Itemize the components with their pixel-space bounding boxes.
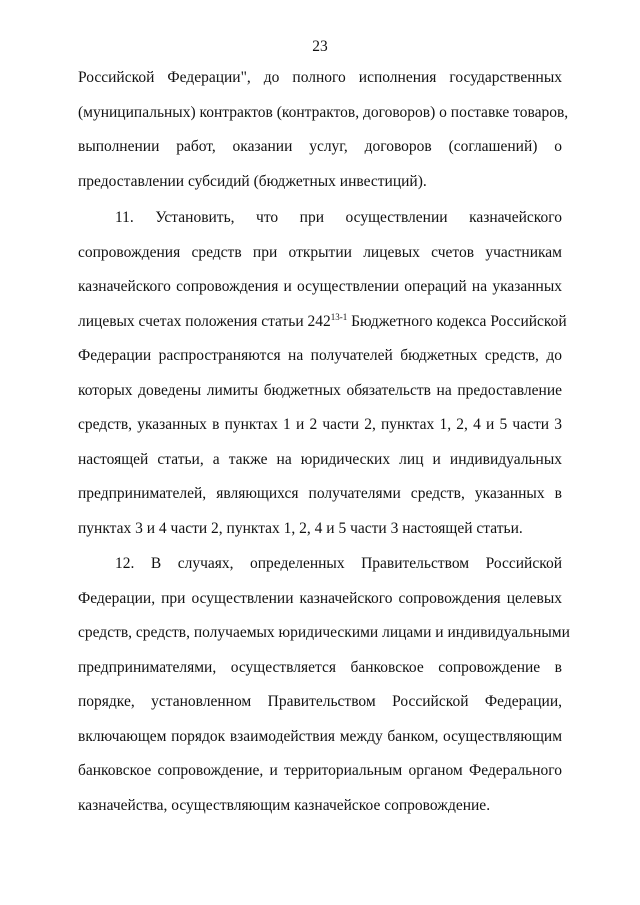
text-line: Федерации, при осуществлении казначейского сопровождения целевых <box>78 590 562 607</box>
text-line: казначейства, осуществляющим казначейское сопровождение. <box>78 797 491 814</box>
text-line: (муниципальных) контрактов (контрактов, договоров) о поставке товаров, <box>78 104 569 121</box>
text-line: предпринимателями, осуществляется банковское сопровождение в <box>78 659 562 676</box>
text-line: которых доведены лимиты бюджетных обязательств на предоставление <box>78 382 562 399</box>
text-line-with-superscript <box>78 312 567 331</box>
text-line: предоставлении субсидий (бюджетных инвестиций). <box>78 173 427 190</box>
text-fragment: лицевых счетах положения статьи 242 <box>78 313 331 330</box>
text-line: настоящей статьи, а также на юридических лиц и индивидуальных <box>78 451 562 468</box>
text-line: включающем порядок взаимодействия между банком, осуществляющим <box>78 728 562 745</box>
paragraph-12-start: 12. В случаях, определенных Правительством Российской <box>115 555 562 572</box>
page-number: 23 <box>312 38 328 55</box>
text-line: средств, средств, получаемых юридическими лицами и индивидуальными <box>78 624 570 641</box>
text-line: пунктах 3 и 4 части 2, пунктах 1, 2, 4 и 5 части 3 настоящей статьи. <box>78 520 523 537</box>
text-fragment: Бюджетного кодекса Российской <box>347 313 567 330</box>
paragraph-11-start: 11. Установить, что при осуществлении казначейского <box>115 209 562 226</box>
text-line: Федерации распространяются на получателей бюджетных средств, до <box>78 347 562 364</box>
article-superscript: 13-1 <box>330 312 348 322</box>
text-line: средств, указанных в пунктах 1 и 2 части 2, пунктах 1, 2, 4 и 5 части 3 <box>78 416 562 433</box>
text-line: порядке, установленном Правительством Российской Федерации, <box>78 693 562 710</box>
text-line: Российской Федерации", до полного исполнения государственных <box>78 69 562 86</box>
text-line: предпринимателей, являющихся получателями средств, указанных в <box>78 485 562 502</box>
text-line: казначейского сопровождения и осуществлении операций на указанных <box>78 278 562 295</box>
text-line: банковское сопровождение, и территориальным органом Федерального <box>78 762 562 779</box>
text-line: сопровождения средств при открытии лицевых счетов участникам <box>78 244 562 261</box>
text-line: выполнении работ, оказании услуг, договоров (соглашений) о <box>78 138 562 155</box>
